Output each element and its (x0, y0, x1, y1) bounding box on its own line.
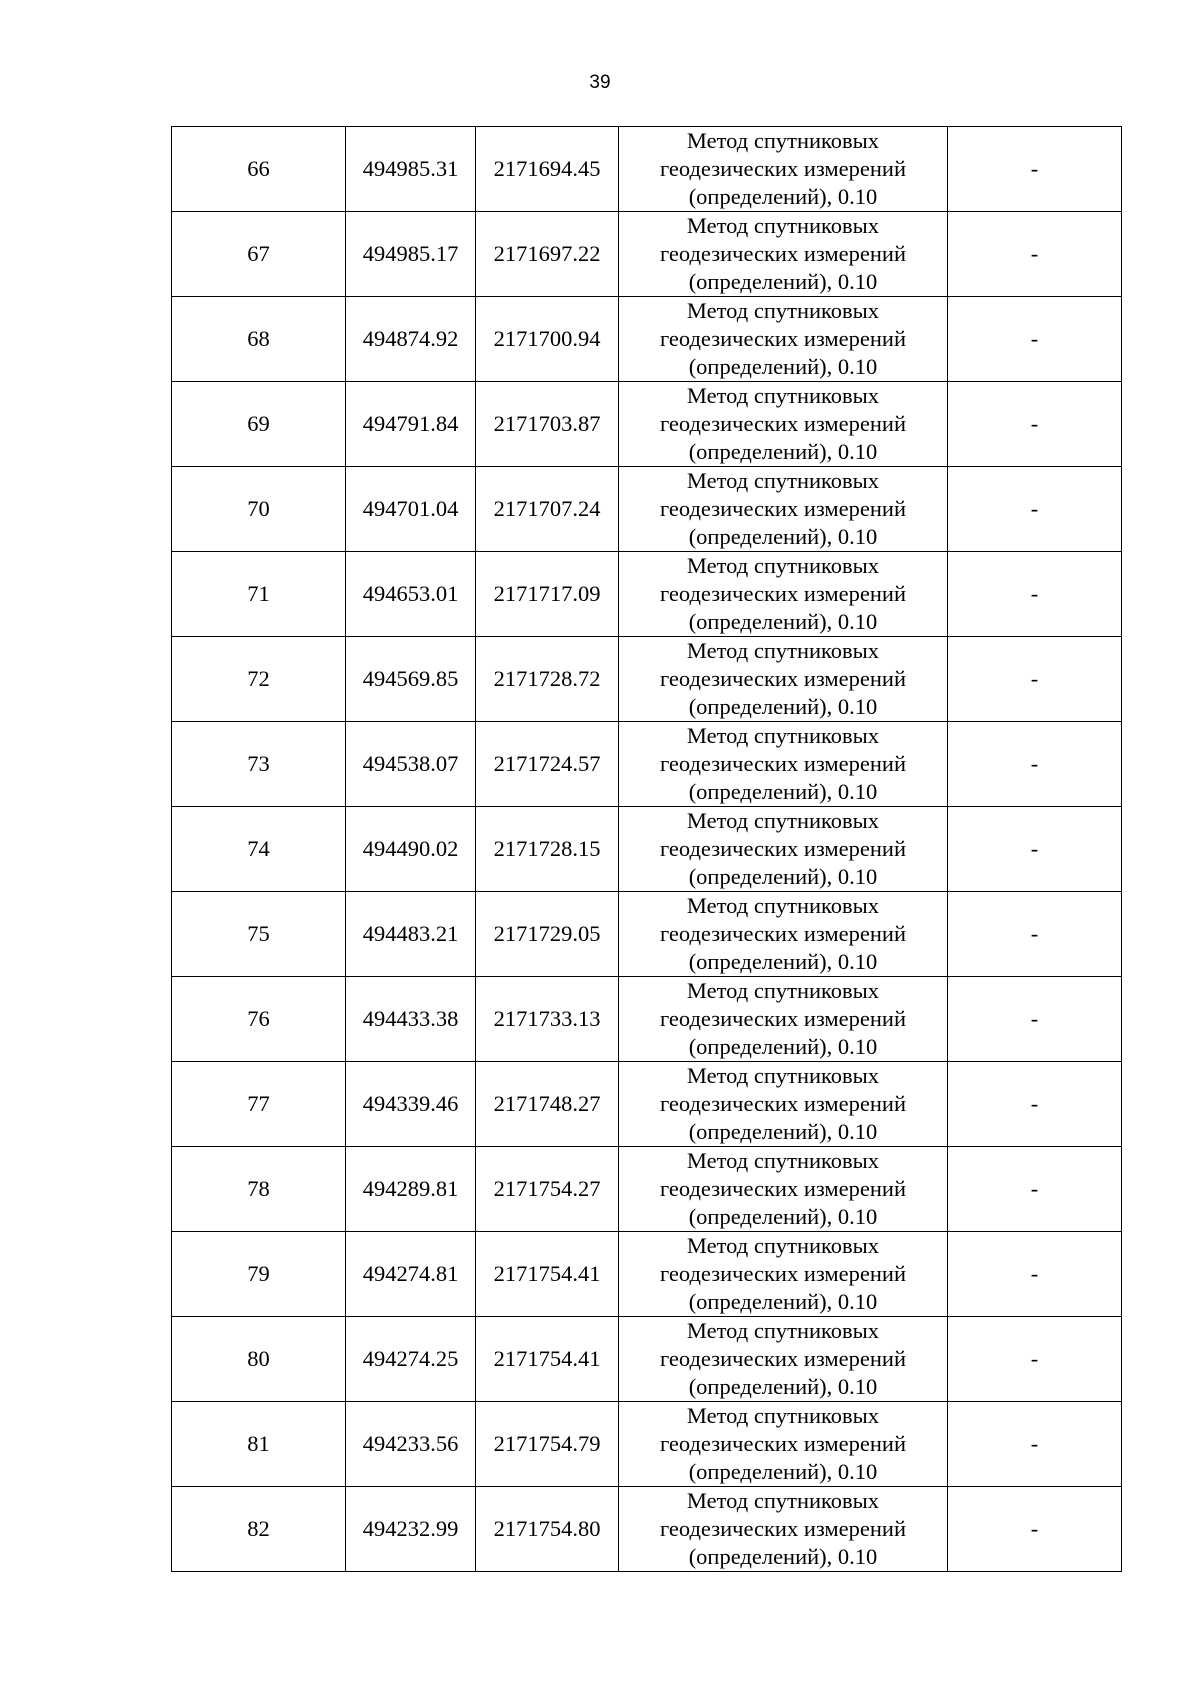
method-text-line: (определений), 0.10 (688, 184, 878, 209)
x-coordinate-cell: 494538.07 (346, 722, 476, 807)
method-text-line: геодезических измерений (659, 1516, 907, 1541)
x-coordinate-cell: 494985.31 (346, 127, 476, 212)
point-number-cell: 68 (172, 297, 346, 382)
method-text-line: Метод спутниковых (686, 1488, 880, 1513)
x-coordinate-cell: 494232.99 (346, 1487, 476, 1572)
y-coordinate-cell: 2171733.13 (476, 977, 619, 1062)
y-coordinate-cell: 2171697.22 (476, 212, 619, 297)
coordinates-table-body (172, 127, 1122, 1572)
method-text-line: Метод спутниковых (686, 808, 880, 833)
table-row (172, 127, 1122, 212)
description-cell: - (948, 467, 1122, 552)
y-coordinate-cell: 2171754.80 (476, 1487, 619, 1572)
method-cell (619, 552, 948, 637)
method-text-line: (определений), 0.10 (688, 1204, 878, 1229)
y-coordinate-cell: 2171728.72 (476, 637, 619, 722)
table-row (172, 1147, 1122, 1232)
method-text-line: (определений), 0.10 (688, 1374, 878, 1399)
method-text-line: геодезических измерений (659, 666, 907, 691)
y-coordinate-cell: 2171754.41 (476, 1232, 619, 1317)
x-coordinate-cell: 494233.56 (346, 1402, 476, 1487)
table-row (172, 1317, 1122, 1402)
method-cell (619, 892, 948, 977)
table-row (172, 212, 1122, 297)
method-cell (619, 1487, 948, 1572)
method-text-line: (определений), 0.10 (688, 779, 878, 804)
table-row (172, 1232, 1122, 1317)
description-cell: - (948, 297, 1122, 382)
description-cell: - (948, 637, 1122, 722)
method-text-line: геодезических измерений (659, 581, 907, 606)
point-number-cell: 69 (172, 382, 346, 467)
method-text-line: Метод спутниковых (686, 893, 880, 918)
point-number-cell: 82 (172, 1487, 346, 1572)
table-row (172, 807, 1122, 892)
point-number-cell: 80 (172, 1317, 346, 1402)
coordinates-table (171, 126, 1122, 1572)
method-text-line: геодезических измерений (659, 156, 907, 181)
x-coordinate-cell: 494985.17 (346, 212, 476, 297)
description-cell: - (948, 977, 1122, 1062)
method-text-line: (определений), 0.10 (688, 949, 878, 974)
description-cell: - (948, 1232, 1122, 1317)
table-row (172, 552, 1122, 637)
description-cell: - (948, 1147, 1122, 1232)
method-text-line: геодезических измерений (659, 326, 907, 351)
method-text-line: Метод спутниковых (686, 1233, 880, 1258)
method-cell (619, 637, 948, 722)
point-number-cell: 72 (172, 637, 346, 722)
description-cell: - (948, 1487, 1122, 1572)
method-text-line: Метод спутниковых (686, 723, 880, 748)
method-text-line: геодезических измерений (659, 751, 907, 776)
method-text-line: (определений), 0.10 (688, 1119, 878, 1144)
method-text-line: Метод спутниковых (686, 213, 880, 238)
x-coordinate-cell: 494433.38 (346, 977, 476, 1062)
method-text-line: Метод спутниковых (686, 1403, 880, 1428)
method-cell (619, 1147, 948, 1232)
method-text-line: (определений), 0.10 (688, 524, 878, 549)
method-text-line: геодезических измерений (659, 1431, 907, 1456)
y-coordinate-cell: 2171754.27 (476, 1147, 619, 1232)
point-number-cell: 77 (172, 1062, 346, 1147)
method-cell (619, 1317, 948, 1402)
x-coordinate-cell: 494791.84 (346, 382, 476, 467)
method-text-line: геодезических измерений (659, 1176, 907, 1201)
method-text-line: (определений), 0.10 (688, 269, 878, 294)
description-cell: - (948, 1402, 1122, 1487)
method-text-line: Метод спутниковых (686, 383, 880, 408)
description-cell: - (948, 807, 1122, 892)
method-text-line: Метод спутниковых (686, 638, 880, 663)
method-cell (619, 382, 948, 467)
y-coordinate-cell: 2171754.79 (476, 1402, 619, 1487)
table-row (172, 892, 1122, 977)
method-text-line: геодезических измерений (659, 1006, 907, 1031)
point-number-cell: 75 (172, 892, 346, 977)
method-text-line: (определений), 0.10 (688, 609, 878, 634)
y-coordinate-cell: 2171724.57 (476, 722, 619, 807)
description-cell: - (948, 1062, 1122, 1147)
table-row (172, 722, 1122, 807)
table-row (172, 637, 1122, 722)
method-cell (619, 1402, 948, 1487)
table-row (172, 1487, 1122, 1572)
method-text-line: Метод спутниковых (686, 1148, 880, 1173)
point-number-cell: 73 (172, 722, 346, 807)
y-coordinate-cell: 2171717.09 (476, 552, 619, 637)
method-text-line: (определений), 0.10 (688, 1289, 878, 1314)
method-text-line: геодезических измерений (659, 921, 907, 946)
method-cell (619, 467, 948, 552)
point-number-cell: 67 (172, 212, 346, 297)
method-text-line: геодезических измерений (659, 411, 907, 436)
method-cell (619, 722, 948, 807)
method-cell (619, 212, 948, 297)
method-cell (619, 977, 948, 1062)
method-text-line: геодезических измерений (659, 1091, 907, 1116)
method-text-line: Метод спутниковых (686, 1063, 880, 1088)
x-coordinate-cell: 494653.01 (346, 552, 476, 637)
method-text-line: (определений), 0.10 (688, 864, 878, 889)
y-coordinate-cell: 2171728.15 (476, 807, 619, 892)
method-text-line: Метод спутниковых (686, 468, 880, 493)
x-coordinate-cell: 494274.81 (346, 1232, 476, 1317)
method-text-line: (определений), 0.10 (688, 1544, 878, 1569)
x-coordinate-cell: 494339.46 (346, 1062, 476, 1147)
description-cell: - (948, 127, 1122, 212)
method-cell (619, 807, 948, 892)
table-row (172, 467, 1122, 552)
method-cell (619, 1062, 948, 1147)
method-text-line: геодезических измерений (659, 496, 907, 521)
point-number-cell: 79 (172, 1232, 346, 1317)
point-number-cell: 76 (172, 977, 346, 1062)
description-cell: - (948, 382, 1122, 467)
y-coordinate-cell: 2171700.94 (476, 297, 619, 382)
point-number-cell: 74 (172, 807, 346, 892)
x-coordinate-cell: 494289.81 (346, 1147, 476, 1232)
method-text-line: геодезических измерений (659, 1261, 907, 1286)
table-row (172, 297, 1122, 382)
method-text-line: (определений), 0.10 (688, 694, 878, 719)
x-coordinate-cell: 494490.02 (346, 807, 476, 892)
method-text-line: Метод спутниковых (686, 1318, 880, 1343)
x-coordinate-cell: 494569.85 (346, 637, 476, 722)
point-number-cell: 81 (172, 1402, 346, 1487)
description-cell: - (948, 1317, 1122, 1402)
method-text-line: геодезических измерений (659, 1346, 907, 1371)
x-coordinate-cell: 494483.21 (346, 892, 476, 977)
method-text-line: (определений), 0.10 (688, 1459, 878, 1484)
y-coordinate-cell: 2171729.05 (476, 892, 619, 977)
method-cell (619, 297, 948, 382)
y-coordinate-cell: 2171754.41 (476, 1317, 619, 1402)
x-coordinate-cell: 494701.04 (346, 467, 476, 552)
description-cell: - (948, 212, 1122, 297)
description-cell: - (948, 722, 1122, 807)
method-text-line: Метод спутниковых (686, 128, 880, 153)
description-cell: - (948, 552, 1122, 637)
y-coordinate-cell: 2171707.24 (476, 467, 619, 552)
method-text-line: геодезических измерений (659, 241, 907, 266)
description-cell: - (948, 892, 1122, 977)
method-text-line: (определений), 0.10 (688, 1034, 878, 1059)
y-coordinate-cell: 2171748.27 (476, 1062, 619, 1147)
table-row (172, 977, 1122, 1062)
y-coordinate-cell: 2171703.87 (476, 382, 619, 467)
method-text-line: (определений), 0.10 (688, 439, 878, 464)
y-coordinate-cell: 2171694.45 (476, 127, 619, 212)
method-text-line: (определений), 0.10 (688, 354, 878, 379)
table-row (172, 1062, 1122, 1147)
method-text-line: геодезических измерений (659, 836, 907, 861)
method-text-line: Метод спутниковых (686, 298, 880, 323)
method-cell (619, 1232, 948, 1317)
point-number-cell: 71 (172, 552, 346, 637)
x-coordinate-cell: 494874.92 (346, 297, 476, 382)
page-number: 39 (589, 72, 611, 93)
point-number-cell: 66 (172, 127, 346, 212)
method-cell (619, 127, 948, 212)
table-row (172, 1402, 1122, 1487)
x-coordinate-cell: 494274.25 (346, 1317, 476, 1402)
method-text-line: Метод спутниковых (686, 978, 880, 1003)
point-number-cell: 70 (172, 467, 346, 552)
point-number-cell: 78 (172, 1147, 346, 1232)
method-text-line: Метод спутниковых (686, 553, 880, 578)
table-row (172, 382, 1122, 467)
